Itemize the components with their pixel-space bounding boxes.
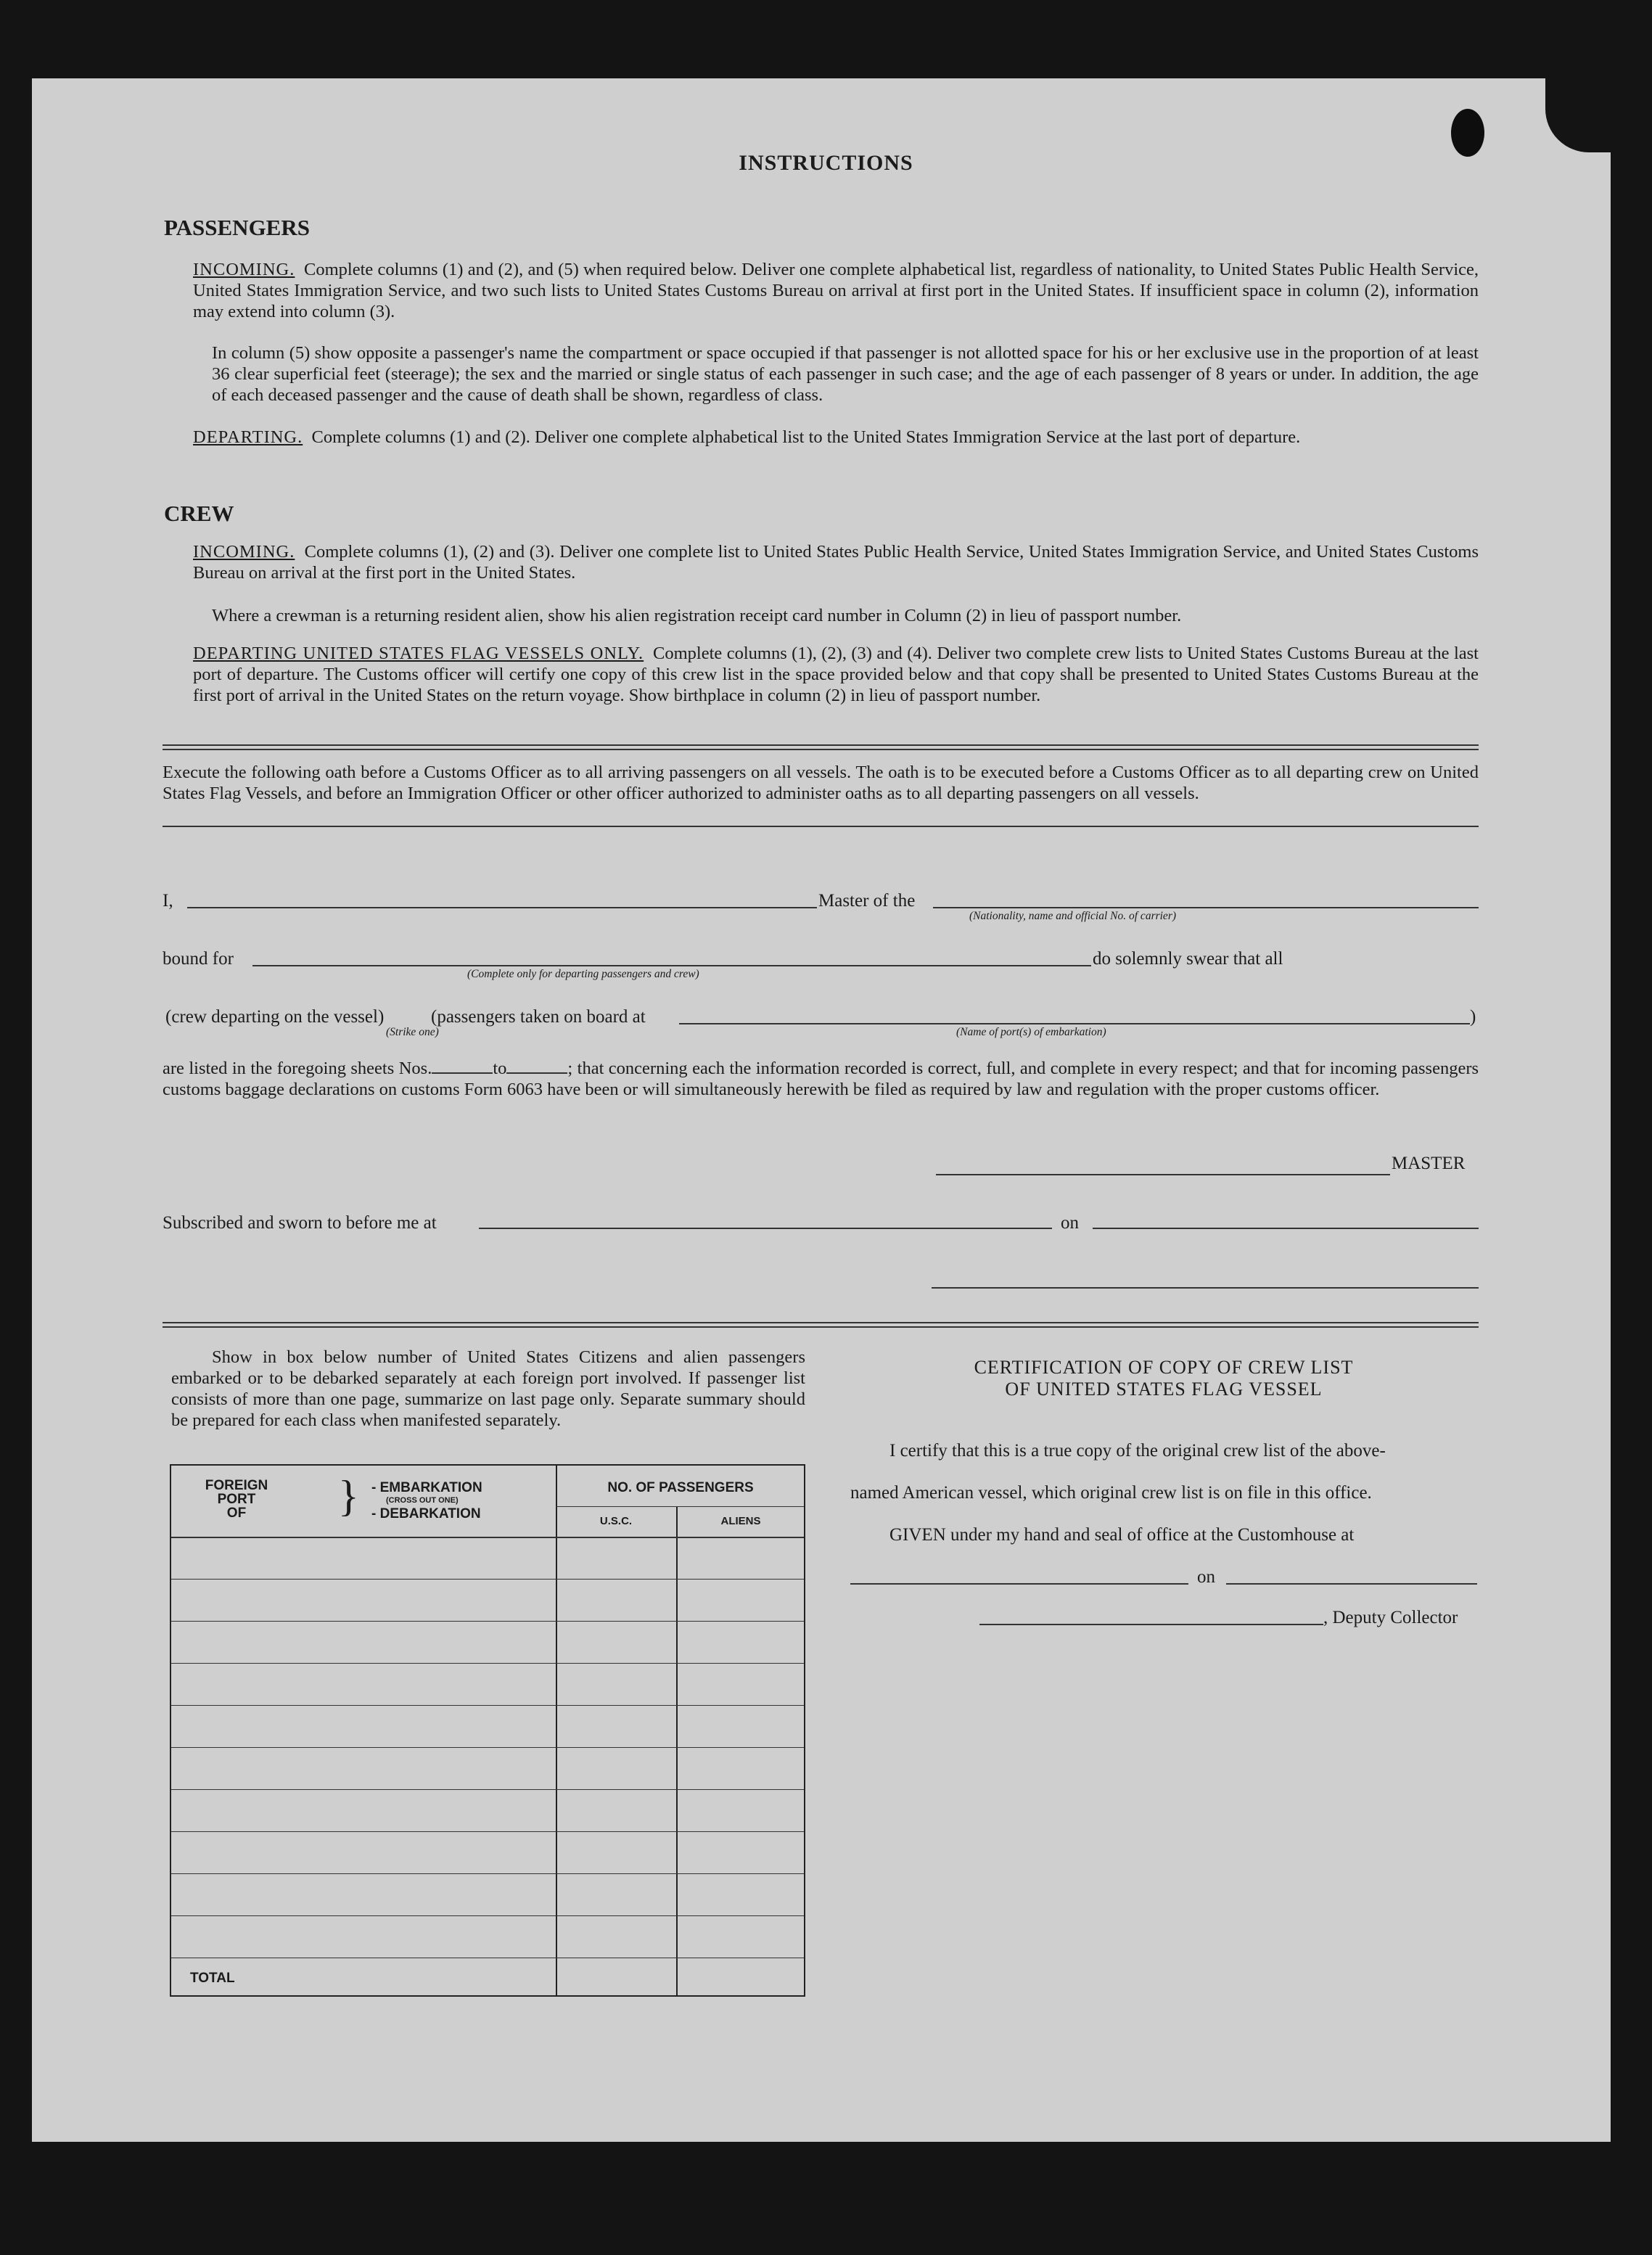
passengers-incoming-label: INCOMING. [193, 260, 295, 279]
of-label: OF [226, 1506, 247, 1521]
summary-instruction: Show in box below number of United States Citizens and alien passengers embarked or to be debarked separately at each foreign port involved. If passenger list consists of more than one page, summarize on last page only. Separate summary should be prepared for each class when manifested separately. [171, 1347, 805, 1430]
officer-signature-field[interactable] [932, 1287, 1479, 1289]
sworn-place-field[interactable] [479, 1228, 1052, 1229]
passengers-departing [193, 427, 1479, 448]
passengers-heading: PASSENGERS [164, 215, 310, 240]
bound-for-label: bound for [163, 949, 234, 969]
master-name-field[interactable] [187, 907, 817, 908]
master-of-the-label: Master of the [818, 891, 916, 911]
section-divider [163, 744, 1479, 750]
passengers-column5: In column (5) show opposite a passenger's name the compartment or space occupied if that passenger is not allotted space for his or her exclusive use in the proportion of at least 36 clear superficial feet (steerage); the sex and the married or single status of each passenger in such case; and the age of each passenger of 8 years or under. In addition, the age of each deceased passenger and the cause of death shall be shown, regardless of class. [212, 343, 1479, 405]
certification-title [849, 1357, 1479, 1400]
crew-incoming-label: INCOMING. [193, 542, 295, 562]
swear-text: do solemnly swear that all [1093, 949, 1283, 969]
master-signature-field[interactable] [936, 1174, 1390, 1175]
debarkation-label[interactable]: - DEBARKATION [371, 1506, 481, 1521]
certification-on-label: on [1197, 1567, 1215, 1587]
table-row[interactable] [171, 1789, 804, 1790]
passengers-incoming-text: Complete columns (1) and (2), and (5) when required below. Deliver one complete alphabetical list, regardless of nationality, to United States Public Health Service, United States Immigration Service, and two such lists to United States Customs Bureau on arrival at first port in the United States. If insufficient space in column (2), information may extend into column (3). [193, 260, 1479, 321]
oath-divider [163, 826, 1479, 827]
sheet-from-field[interactable] [432, 1059, 493, 1074]
no-of-passengers-header: NO. OF PASSENGERS [607, 1480, 754, 1495]
usc-header: U.S.C. [599, 1515, 633, 1527]
customhouse-field[interactable] [850, 1583, 1188, 1585]
subscribed-on-label: on [1061, 1213, 1079, 1233]
passengers-departing-text: Complete columns (1) and (2). Deliver one complete alphabetical list to the United States Immigration Service at the last port of departure. [311, 427, 1301, 447]
sworn-date-field[interactable] [1093, 1228, 1479, 1229]
listed-line1: ; that concerning each the information recorded is correct, full, and complete in every respect; and [567, 1059, 1269, 1078]
close-paren: ) [1470, 1007, 1476, 1027]
table-row[interactable] [171, 1705, 804, 1706]
nationality-caption: (Nationality, name and official No. of carrier) [969, 910, 1177, 922]
passengers-departing-label: DEPARTING. [193, 427, 303, 447]
master-label: MASTER [1392, 1154, 1466, 1173]
listed-statement [163, 1058, 1479, 1100]
oath-instruction: Execute the following oath before a Customs Officer as to all arriving passengers on all vessels. The oath is to be executed before a Customs Officer as to all departing crew on United States Flag Vessels, and before an Immigration Officer or other officer authorized to administer oaths as to all departing passengers on all vessels. [163, 763, 1479, 803]
crew-returning-resident: Where a crewman is a returning resident alien, show his alien registration receipt card number in Column (2) in lieu of passport number. [212, 606, 1182, 625]
listed-rest: that for incoming passengers customs baggage declarations on customs Form 6063 have been or will simultaneously herewith be filed as required by law and regulation with the proper customs officer. [163, 1059, 1479, 1099]
aliens-header: ALIENS [720, 1515, 761, 1527]
total-label: TOTAL [190, 1971, 235, 1986]
bound-for-field[interactable] [252, 965, 1091, 966]
brace-icon: } [338, 1472, 359, 1520]
i-label: I, [163, 891, 173, 911]
crew-option[interactable]: (crew departing on the vessel) [165, 1007, 385, 1027]
summary-table [170, 1464, 805, 1997]
given-text: GIVEN under my hand and seal of office at the Customhouse at [889, 1525, 1355, 1545]
to-label: to [493, 1059, 507, 1078]
table-header-bottom [171, 1537, 804, 1538]
table-row[interactable] [171, 1831, 804, 1832]
embarkation-label[interactable]: - EMBARKATION [371, 1480, 482, 1495]
carrier-field[interactable] [933, 907, 1479, 908]
table-row[interactable] [171, 1747, 804, 1748]
ink-blot [1451, 109, 1484, 157]
table-row[interactable] [171, 1915, 804, 1916]
foreign-port-header [193, 1479, 280, 1520]
crew-incoming [193, 541, 1479, 583]
crew-departing-label: DEPARTING UNITED STATES FLAG VESSELS ONLY. [193, 644, 644, 663]
port-label: PORT [217, 1492, 256, 1507]
certification-title-line1: CERTIFICATION OF COPY OF CREW LIST [974, 1357, 1354, 1378]
sheet-to-field[interactable] [506, 1059, 567, 1074]
port-caption: (Name of port(s) of embarkation) [956, 1026, 1106, 1038]
crew-heading: CREW [164, 501, 234, 526]
passengers-incoming [193, 259, 1479, 322]
torn-corner [1545, 65, 1652, 152]
listed-prefix: are listed in the foregoing sheets Nos. [163, 1059, 432, 1078]
table-header-split [556, 1506, 804, 1507]
crew-incoming-text: Complete columns (1), (2) and (3). Deliver one complete list to United States Public Health Service, United States Immigration Service, and United States Customs Bureau on arrival at the first port in the United States. [193, 542, 1479, 583]
table-row[interactable] [171, 1621, 804, 1622]
certify-line1: I certify that this is a true copy of the original crew list of the above- [889, 1441, 1386, 1461]
table-row[interactable] [171, 1579, 804, 1580]
crew-departing-text: Complete columns (1), (2), (3) and (4). Deliver two complete crew lists to United States Customs Bureau at the last port of departure. The Customs officer will certify one copy of this crew list in the space provided below and that copy shall be presented to United States Customs Bureau at the first port of arrival in the United States on the return voyage. Show birthplace in column (2) in lieu of passport number. [193, 644, 1479, 705]
deputy-signature-field[interactable] [979, 1624, 1323, 1625]
page-title: INSTRUCTIONS [739, 151, 913, 175]
strike-caption: (Strike one) [386, 1026, 439, 1038]
foreign-label: FOREIGN [205, 1478, 268, 1493]
table-row[interactable] [171, 1663, 804, 1664]
subscribed-label: Subscribed and sworn to before me at [163, 1213, 437, 1233]
lower-divider [163, 1322, 1479, 1328]
embarkation-port-field[interactable] [679, 1023, 1470, 1024]
certification-date-field[interactable] [1226, 1583, 1477, 1585]
cross-out-label: (CROSS OUT ONE) [386, 1496, 459, 1505]
deputy-collector-label: , Deputy Collector [1323, 1608, 1458, 1627]
certification-title-line2: OF UNITED STATES FLAG VESSEL [1005, 1379, 1323, 1400]
table-divider-usc [676, 1506, 678, 1995]
passengers-option[interactable]: (passengers taken on board at [431, 1007, 646, 1027]
departing-caption: (Complete only for departing passengers and crew) [467, 968, 699, 980]
certify-line2: named American vessel, which original crew list is on file in this office. [850, 1483, 1372, 1503]
table-row[interactable] [171, 1873, 804, 1874]
crew-departing [193, 643, 1479, 706]
